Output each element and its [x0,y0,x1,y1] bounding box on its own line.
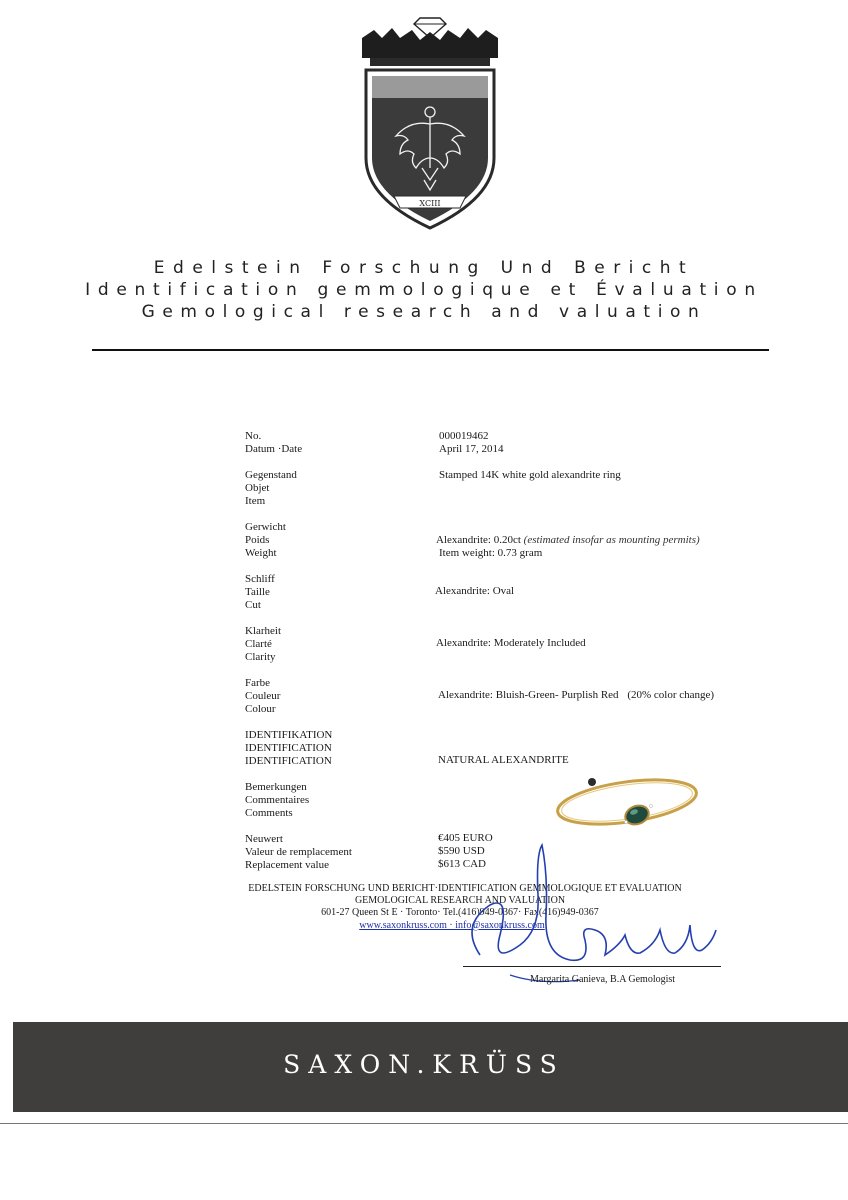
weight-label-fr: Poids [245,534,270,546]
colour-label-fr: Couleur [245,690,281,702]
footer-address: 601-27 Queen St E · Toronto· Tel.(416)949-0367· Fax(416)949-0367 [321,907,599,918]
colour-label-de: Farbe [245,677,271,689]
item-label-fr: Objet [245,482,270,494]
crest-ribbon-text: XCIII [419,199,441,208]
ident-label-de: IDENTIFIKATION [245,729,333,741]
item-value: Stamped 14K white gold alexandrite ring [439,469,621,481]
date-label: Datum ·Date [245,443,303,455]
weight-note: (estimated insofar as mounting permits) [523,534,700,546]
weight-value-stone [436,534,700,547]
value-euro: €405 EURO [438,832,493,844]
colour-note: (20% color change) [627,689,715,701]
signature [420,835,730,985]
bottom-divider [0,1123,848,1124]
value-label-fr: Valeur de remplacement [245,846,352,858]
comments-label-en: Comments [245,807,293,819]
value-label-de: Neuwert [245,833,283,845]
clarity-label-en: Clarity [245,651,276,663]
ring-photo [552,770,702,840]
header-english: Gemological research and valuation [141,302,707,322]
clarity-label-fr: Clarté [245,638,272,650]
value-usd: $590 USD [438,845,485,857]
signature-line [463,966,721,967]
crest-logo [360,8,500,234]
cut-label-de: Schliff [245,573,275,585]
colour-value-text: Alexandrite: Bluish-Green- Purplish Red [438,689,619,701]
cut-label-fr: Taille [245,586,270,598]
header-german: Edelstein Forschung Und Bericht [153,258,695,278]
brand-logo-text: SAXON.KRÜSS [283,1050,565,1079]
footer-line2: GEMOLOGICAL RESEARCH AND VALUATION [354,895,566,906]
comments-label-fr: Commentaires [245,794,310,806]
item-label-de: Gegenstand [245,469,297,481]
value-cad: $613 CAD [438,858,486,870]
cut-value: Alexandrite: Oval [435,585,515,597]
number-label: No. [245,430,262,442]
weight-label-en: Weight [245,547,277,559]
weight-label-de: Gerwicht [245,521,286,533]
value-label-en: Replacement value [245,859,329,871]
header-divider [92,349,769,351]
comments-label-de: Bemerkungen [245,781,307,793]
ident-label-en: IDENTIFICATION [245,755,332,767]
item-label-en: Item [245,495,266,507]
clarity-label-de: Klarheit [245,625,282,637]
clarity-value: Alexandrite: Moderately Included [436,637,586,649]
footer-line1: EDELSTEIN FORSCHUNG UND BERICHT·IDENTIFICATION GEMMOLOGIQUE ET EVALUATION [248,883,682,894]
colour-label-en: Colour [245,703,276,715]
date-value: April 17, 2014 [439,443,504,455]
signatory-name: Margarita Ganieva, B.A Gemologist [530,974,676,985]
weight-value-item: Item weight: 0.73 gram [439,547,543,559]
ident-value: NATURAL ALEXANDRITE [438,754,569,766]
colour-value [438,689,714,702]
header-french: Identification gemmologique et Évaluation [85,280,763,300]
cut-label-en: Cut [245,599,261,611]
footer-links[interactable]: www.saxonkruss.com · info@saxonkruss.com [359,920,545,931]
weight-stone-text: Alexandrite: 0.20ct [436,534,521,546]
number-value: 000019462 [439,430,489,442]
ident-label-fr: IDENTIFICATION [245,742,332,754]
